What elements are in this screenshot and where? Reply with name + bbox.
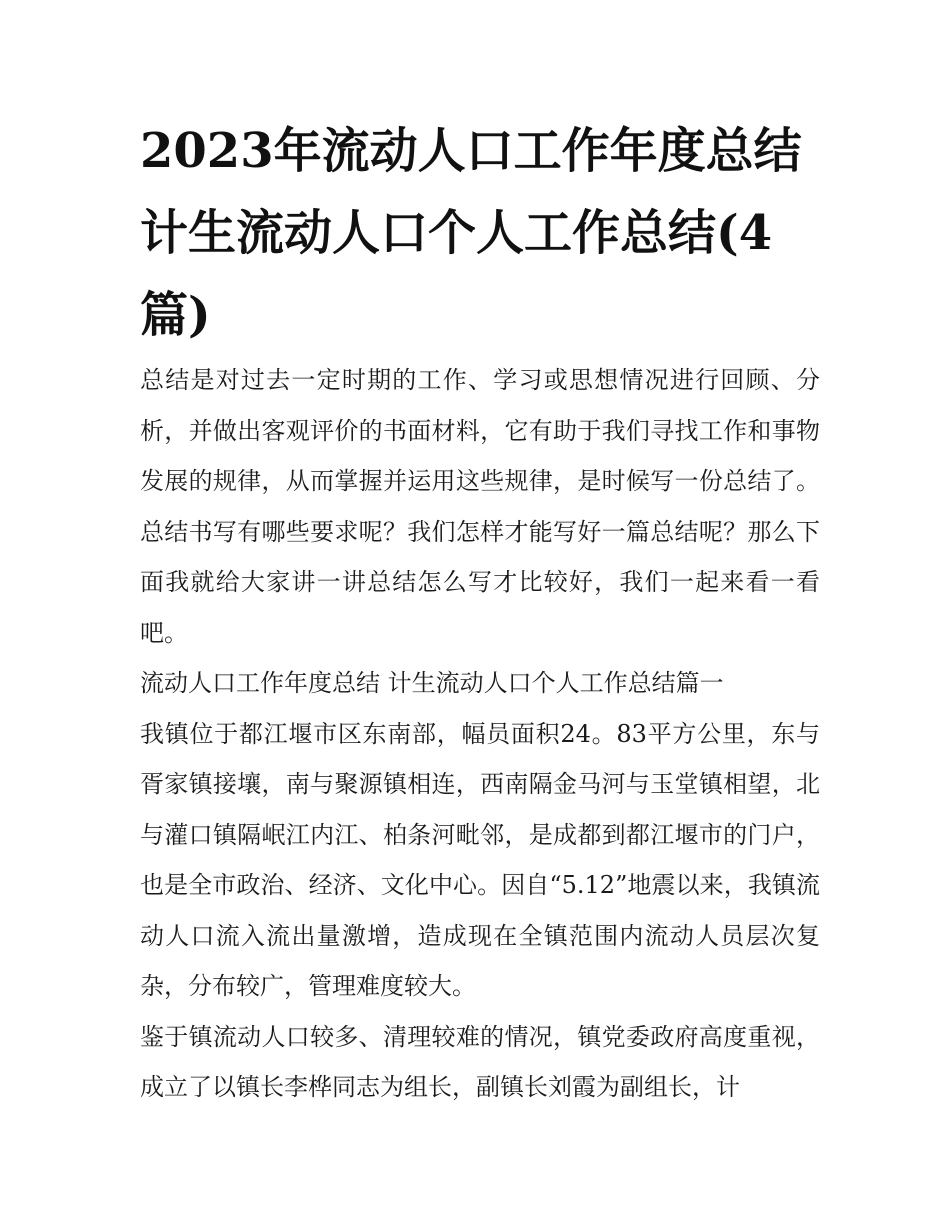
document-body xyxy=(140,355,820,1113)
section-heading: 流动人口工作年度总结 计生流动人口个人工作总结篇一 xyxy=(140,669,724,697)
document-title: 2023年流动人口工作年度总结 计生流动人口个人工作总结(4篇) xyxy=(140,123,802,343)
body-paragraph: 鉴于镇流动人口较多、清理较难的情况，镇党委政府高度重视，成立了以镇长李桦同志为组长，副镇长刘霞为副组长，计 xyxy=(140,1022,820,1101)
body-paragraph: 我镇位于都江堰市区东南部，幅员面积24。83平方公里，东与胥家镇接壤，南与聚源镇相连，西南隔金马河与玉堂镇相望，北与灌口镇隔岷江内江、柏条河毗邻，是成都到都江堰市的门户，也是全市政治、经济、文化中心。因自“5.12”地震以来，我镇流动人口流入流出量激增，造成现在全镇范围内流动人员层次复杂，分布较广，管理难度较大。 xyxy=(140,719,820,1000)
intro-paragraph: 总结是对过去一定时期的工作、学习或思想情况进行回顾、分析，并做出客观评价的书面材料，它有助于我们寻找工作和事物发展的规律，从而掌握并运用这些规律，是时候写一份总结了。总结书写有哪些要求呢？我们怎样才能写好一篇总结呢？那么下面我就给大家讲一讲总结怎么写才比较好，我们一起来看一看吧。 xyxy=(140,366,820,647)
